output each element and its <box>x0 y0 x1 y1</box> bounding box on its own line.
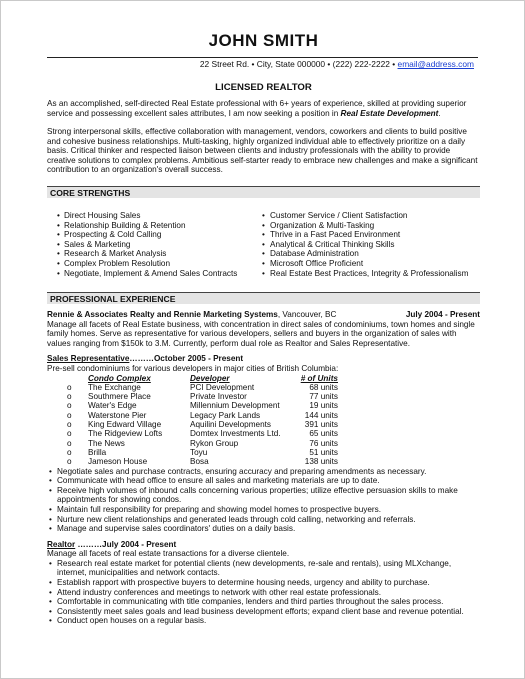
resume-title: LICENSED REALTOR <box>215 82 312 93</box>
row-marker: o <box>67 410 72 420</box>
strength-item: • Complex Problem Resolution <box>47 259 262 269</box>
table-row <box>67 383 338 392</box>
cell-developer: Domtex Investments Ltd. <box>190 429 281 439</box>
table-row <box>67 429 338 438</box>
strength-item: • Direct Housing Sales <box>47 211 262 221</box>
col-header-complex: Condo Complex <box>88 373 151 383</box>
col-header-developer: Developer <box>190 373 230 383</box>
summary-paragraph-2 <box>47 127 480 175</box>
strength-item: • Database Administration <box>262 249 480 259</box>
cell-developer: Aquilini Developments <box>190 420 272 430</box>
cell-complex: The Exchange <box>88 382 141 392</box>
role-dates: ………July 2004 - Present <box>75 539 177 549</box>
cell-developer: Private Investor <box>190 392 247 402</box>
role-title: Realtor <box>47 539 76 549</box>
section-heading-experience: PROFESSIONAL EXPERIENCE <box>47 292 480 304</box>
cell-complex: Jameson House <box>88 457 148 467</box>
table-row <box>67 392 338 401</box>
cell-developer: PCI Development <box>190 382 255 392</box>
list-item: • Attend industry conferences and meetings to network with other real estate professionals. <box>47 588 480 598</box>
list-item: • Establish rapport with prospective buyers to determine housing needs, urgency and ability to purchase. <box>47 578 480 588</box>
job-header <box>47 310 480 320</box>
strength-item: • Negotiate, Implement & Amend Sales Contracts <box>47 269 262 279</box>
cell-units: 77 units <box>309 392 338 402</box>
cell-units: 51 units <box>309 447 338 457</box>
table-row <box>67 439 338 448</box>
core-strengths-right <box>262 211 480 278</box>
candidate-name: JOHN SMITH <box>208 31 319 50</box>
cell-developer: Rykon Group <box>190 438 239 448</box>
email-link[interactable]: email@address.com <box>397 59 474 69</box>
list-item: • Negotiate sales and purchase contracts, ensuring accuracy and preparing amendments as necessary. <box>47 467 480 477</box>
list-item: • Conduct open houses on a regular basis. <box>47 616 480 626</box>
strength-item: • Prospecting & Cold Calling <box>47 230 262 240</box>
cell-complex: Brilla <box>88 447 107 457</box>
summary-punct: . <box>438 108 441 118</box>
cell-complex: The News <box>88 438 125 448</box>
cell-developer: Toyu <box>190 447 208 457</box>
strength-item: • Real Estate Best Practices, Integrity & Professionalism <box>262 269 480 279</box>
summary-paragraph-1 <box>47 99 480 118</box>
strength-item: • Analytical & Critical Thinking Skills <box>262 240 480 250</box>
sales-rep-duties <box>47 467 480 534</box>
job-employer <box>47 310 336 320</box>
row-marker: o <box>67 429 72 439</box>
row-marker: o <box>67 447 72 457</box>
section-heading-core-strengths: CORE STRENGTHS <box>47 186 480 198</box>
strength-item: • Organization & Multi-Tasking <box>262 221 480 231</box>
list-item: • Comfortable in communicating with title companies, lenders and third parties throughout the sales process. <box>47 597 480 607</box>
cell-complex: Water's Edge <box>88 401 137 411</box>
list-item: • Maintain full responsibility for preparing and showing model homes to prospective buyers. <box>47 505 480 515</box>
summary-text-2: Strong interpersonal skills, effective collaboration with management, vendors, coworkers and clients to build positive and cohesive business relationships. Multi-tasking, highly organized individual able to effectively prioritize on a daily basis. Critical thinker and respected liaison between clients and industry professionals with the ability to provide creative solutions to complex problems. Ambitious self-starter ready to embrace new challenges and make a significant contribution to an organization's overall success. <box>47 127 478 175</box>
table-row <box>67 411 338 420</box>
list-item: • Consistently meet sales goals and lead business development efforts; expand client base and revenue potential. <box>47 607 480 617</box>
summary-text: As an accomplished, self-directed Real Estate professional with 6+ years of experience, skilled at providing superior service and possessing excellent sales attributes, I am now seeking a position in <box>47 99 467 118</box>
list-item: • Nurture new client relationships and generated leads through cold calling, networking and referrals. <box>47 515 480 525</box>
company-description: Manage all facets of Real Estate business, with concentration in direct sales of condominiums, town homes and single family homes. Serve as representative for various developers, sellers and buyers in the organization of sales with values ranging from $150k to 3.M. Currently, perform dual role as Realtor and Sales Representative. <box>47 319 475 348</box>
row-marker: o <box>67 457 72 467</box>
col-header-units: # of Units <box>300 373 338 383</box>
table-row <box>67 448 338 457</box>
cell-units: 19 units <box>309 401 338 411</box>
cell-complex: Southmere Place <box>88 392 151 402</box>
cell-units: 68 units <box>309 382 338 392</box>
table-row <box>67 401 338 410</box>
role-heading-realtor <box>47 540 480 550</box>
role-dates: ………October 2005 - Present <box>129 354 244 364</box>
row-marker: o <box>67 420 72 430</box>
list-item: • Communicate with head office to ensure all sales and marketing materials are up to date. <box>47 476 480 486</box>
company-location: , Vancouver, BC <box>277 310 337 319</box>
role-title: Sales Representative <box>47 354 130 364</box>
row-marker: o <box>67 392 72 402</box>
cell-developer: Bosa <box>190 457 209 467</box>
cell-complex: The Ridgeview Lofts <box>88 429 163 439</box>
list-item: • Receive high volumes of inbound calls concerning various properties; utilize effective persuasion skills to make appointments for showing condos. <box>47 486 480 505</box>
condo-table-header <box>67 374 338 383</box>
condo-table <box>67 374 338 467</box>
contact-line <box>200 59 474 69</box>
role-description: Pre-sell condominiums for various developers in major cities of British Columbia: <box>47 363 339 373</box>
strength-item: • Thrive in a Fast Paced Environment <box>262 230 480 240</box>
strength-item: • Sales & Marketing <box>47 240 262 250</box>
realtor-duties <box>47 559 480 626</box>
job-rennie <box>47 310 480 626</box>
cell-developer: Millennium Development <box>190 401 280 411</box>
cell-developer: Legacy Park Lands <box>190 410 261 420</box>
cell-units: 76 units <box>309 438 338 448</box>
row-marker: o <box>67 401 72 411</box>
target-position: Real Estate Development <box>340 108 439 118</box>
role-heading-sales-rep <box>47 354 480 364</box>
cell-units: 144 units <box>304 410 338 420</box>
row-marker: o <box>67 438 72 448</box>
cell-complex: King Edward Village <box>88 420 162 430</box>
core-strengths-left <box>47 211 262 278</box>
cell-units: 391 units <box>304 420 338 430</box>
strength-item: • Research & Market Analysis <box>47 249 262 259</box>
header-divider <box>47 57 478 58</box>
table-row <box>67 420 338 429</box>
cell-complex: Waterstone Pier <box>88 410 147 420</box>
strength-item: • Microsoft Office Proficient <box>262 259 480 269</box>
company-name: Rennie & Associates Realty and Rennie Marketing Systems <box>47 310 278 319</box>
contact-details: 22 Street Rd. • City, State 000000 • (222) 222-2222 • <box>199 59 398 69</box>
list-item: • Manage and supervise sales coordinators' duties on a daily basis. <box>47 524 480 534</box>
strength-item: • Customer Service / Client Satisfaction <box>262 211 480 221</box>
list-item: • Research real estate market for potential clients (new developments, re-sale and rentals), using MLXchange, internet, municipalities and network contacts. <box>47 559 480 578</box>
cell-units: 65 units <box>309 429 338 439</box>
strength-item: • Relationship Building & Retention <box>47 221 262 231</box>
cell-units: 138 units <box>304 457 338 467</box>
role-description: Manage all facets of real estate transactions for a diverse clientele. <box>47 549 290 559</box>
row-marker: o <box>67 382 72 392</box>
core-strengths-columns <box>47 211 480 278</box>
job-dates: July 2004 - Present <box>405 310 480 319</box>
table-row <box>67 457 338 466</box>
